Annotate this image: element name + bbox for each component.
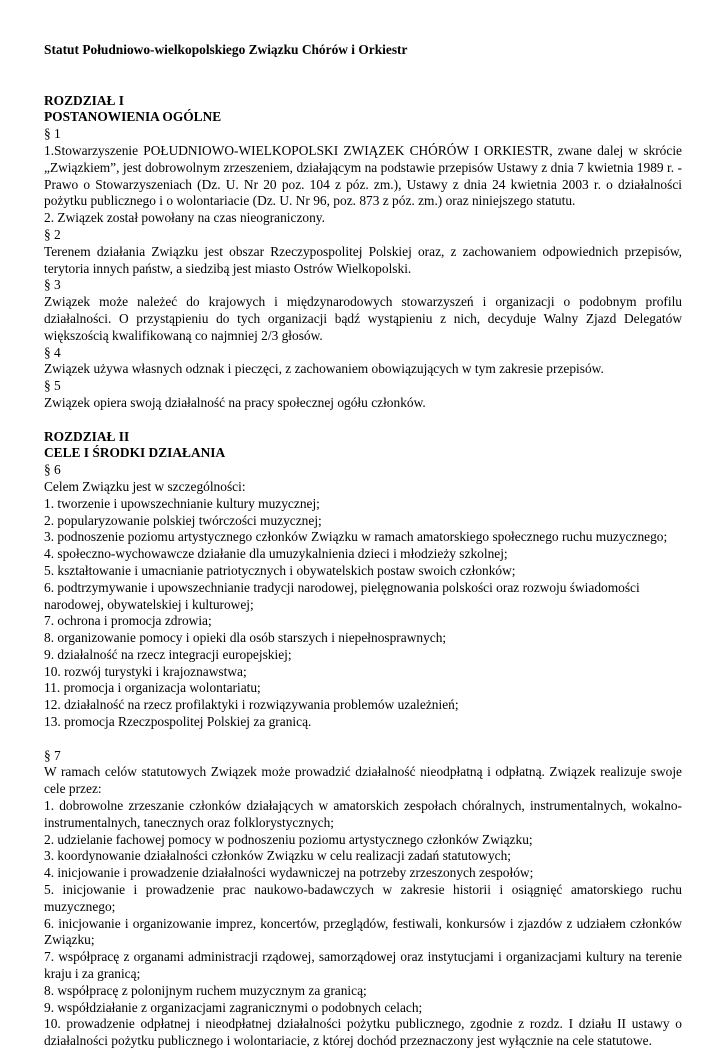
- chapter-1-heading: ROZDZIAŁ I: [44, 92, 124, 108]
- section-6-item: 1. tworzenie i upowszechnianie kultury muzycznej;: [44, 495, 320, 511]
- chapter-2-heading: ROZDZIAŁ II: [44, 428, 130, 444]
- document-page: [44, 42, 682, 1050]
- section-6-item: 2. popularyzowanie polskiej twórczości muzycznej;: [44, 512, 322, 528]
- section-4-paragraph: Związek używa własnych odznak i pieczęci, z zachowaniem obowiązujących w tym zakresie przepisów.: [44, 361, 604, 377]
- chapter-2-subheading: CELE I ŚRODKI DZIAŁANIA: [44, 445, 226, 461]
- section-7-item: 1. dobrowolne zrzeszanie członków działających w amatorskich zespołach chóralnych, instrumentalnych, wokalno-instrumentalnych, tanecznych oraz folklorystycznych;: [44, 798, 682, 830]
- section-6-item: 11. promocja i organizacja wolontariatu;: [44, 680, 261, 696]
- section-7-item: 2. udzielanie fachowej pomocy w podnoszeniu poziomu artystycznego członków Związku;: [44, 831, 533, 847]
- section-7-intro: W ramach celów statutowych Związek może prowadzić działalność nieodpłatną i odpłatną. Związek realizuje swoje cele przez:: [44, 764, 682, 797]
- section-1-paragraph-2: 2. Związek został powołany na czas nieograniczony.: [44, 210, 325, 226]
- section-6-mark: § 6: [44, 462, 61, 478]
- section-2-mark: § 2: [44, 226, 61, 242]
- section-1-mark: § 1: [44, 126, 61, 142]
- section-1-paragraph-1: 1.Stowarzyszenie POŁUDNIOWO-WIELKOPOLSKI ZWIĄZEK CHÓRÓW I ORKIESTR, zwane dalej w skrócie „Związkiem”, jest dobrowolnym zrzeszeniem, działającym na podstawie przepisów Ustawy z dnia 7 kwietnia 1989 r. - Prawo o Stowarzyszeniach (Dz. U. Nr 20 poz. 104 z póz. zm.), Ustawy z dnia 24 kwietnia 2003 r. o działalności pożytku publicznego i o wolontariacie (Dz. U. Nr 96, poz. 873 z póz. zm.) oraz niniejszego statutu.: [44, 142, 682, 209]
- section-7-mark: § 7: [44, 747, 61, 763]
- section-6-item: 7. ochrona i promocja zdrowia;: [44, 613, 212, 629]
- section-7-item: 5. inicjowanie i prowadzenie prac naukowo-badawczych w zakresie historii i osiągnięć amatorskiego ruchu muzycznego;: [44, 882, 682, 914]
- section-7-item: 3. koordynowanie działalności członków Związku w celu realizacji zadań statutowych;: [44, 848, 512, 864]
- section-6-item: 13. promocja Rzeczpospolitej Polskiej za granicą.: [44, 714, 312, 730]
- section-6-item: 5. kształtowanie i umacnianie patriotycznych i obywatelskich postaw swoich członków;: [44, 562, 516, 578]
- section-6-item: 10. rozwój turystyki i krajoznawstwa;: [44, 663, 247, 679]
- section-7-item: 6. inicjowanie i organizowanie imprez, koncertów, przeglądów, festiwali, konkursów i zjazdów z udziałem członków Związku;: [44, 915, 682, 948]
- section-7-item: 4. inicjowanie i prowadzenie działalności wydawniczej na potrzeby zrzeszonych zespołów;: [44, 865, 534, 881]
- section-6-item: 4. społeczno-wychowawcze działanie dla umuzykalnienia dzieci i młodzieży szkolnej;: [44, 546, 508, 562]
- section-6-item: 12. działalność na rzecz profilaktyki i rozwiązywania problemów uzależnień;: [44, 697, 459, 713]
- section-6-item: 6. podtrzymywanie i upowszechnianie tradycji narodowej, pielęgnowania polskości oraz rozwoju świadomości narodowej, obywatelskiej i kulturowej;: [44, 579, 640, 612]
- chapter-1-subheading: POSTANOWIENIA OGÓLNE: [44, 109, 222, 125]
- section-5-mark: § 5: [44, 378, 61, 394]
- section-6-item: 8. organizowanie pomocy i opieki dla osób starszych i niepełnosprawnych;: [44, 630, 447, 646]
- section-5-paragraph: Związek opiera swoją działalność na pracy społecznej ogółu członków.: [44, 394, 426, 410]
- section-2-paragraph: Terenem działania Związku jest obszar Rzeczypospolitej Polskiej oraz, z zachowaniem odpowiednich przepisów, terytoria innych państw, a siedzibą jest miasto Ostrów Wielkopolski.: [44, 243, 682, 276]
- section-7-item: 9. współdziałanie z organizacjami zagranicznymi o podobnych celach;: [44, 999, 423, 1015]
- section-3-mark: § 3: [44, 277, 61, 293]
- section-7-item: 7. współpracę z organami administracji rządowej, samorządowej oraz instytucjami i organizacjami kultury na terenie kraju i za granicą;: [44, 949, 682, 982]
- spacer: [44, 731, 682, 748]
- section-6-item: 3. podnoszenie poziomu artystycznego członków Związku w ramach amatorskiego społecznego ruchu muzycznego;: [44, 529, 668, 545]
- section-7-item: 10. prowadzenie odpłatnej i nieodpłatnej działalności pożytku publicznego, zgodnie z rozdz. I działu II ustawy o działalności pożytku publicznego i wolontariacie, z której dochód przeznaczony jest wyłącznie na cele statutowe.: [44, 1016, 682, 1049]
- section-4-mark: § 4: [44, 344, 61, 360]
- section-6-intro: Celem Związku jest w szczególności:: [44, 478, 246, 494]
- spacer: [44, 76, 682, 93]
- spacer: [44, 412, 682, 429]
- section-3-paragraph: Związek może należeć do krajowych i międzynarodowych stowarzyszeń i organizacji o podobnym profilu działalności. O przystąpieniu do tych organizacji bądź wystąpieniu z nich, decyduje Walny Zjazd Delegatów większością kwalifikowaną co najmniej 2/3 głosów.: [44, 294, 682, 343]
- section-7-item: 8. współpracę z polonijnym ruchem muzycznym za granicą;: [44, 982, 367, 998]
- section-6-item: 9. działalność na rzecz integracji europejskiej;: [44, 646, 292, 662]
- document-title: Statut Południowo-wielkopolskiego Związku Chórów i Orkiestr: [44, 42, 408, 57]
